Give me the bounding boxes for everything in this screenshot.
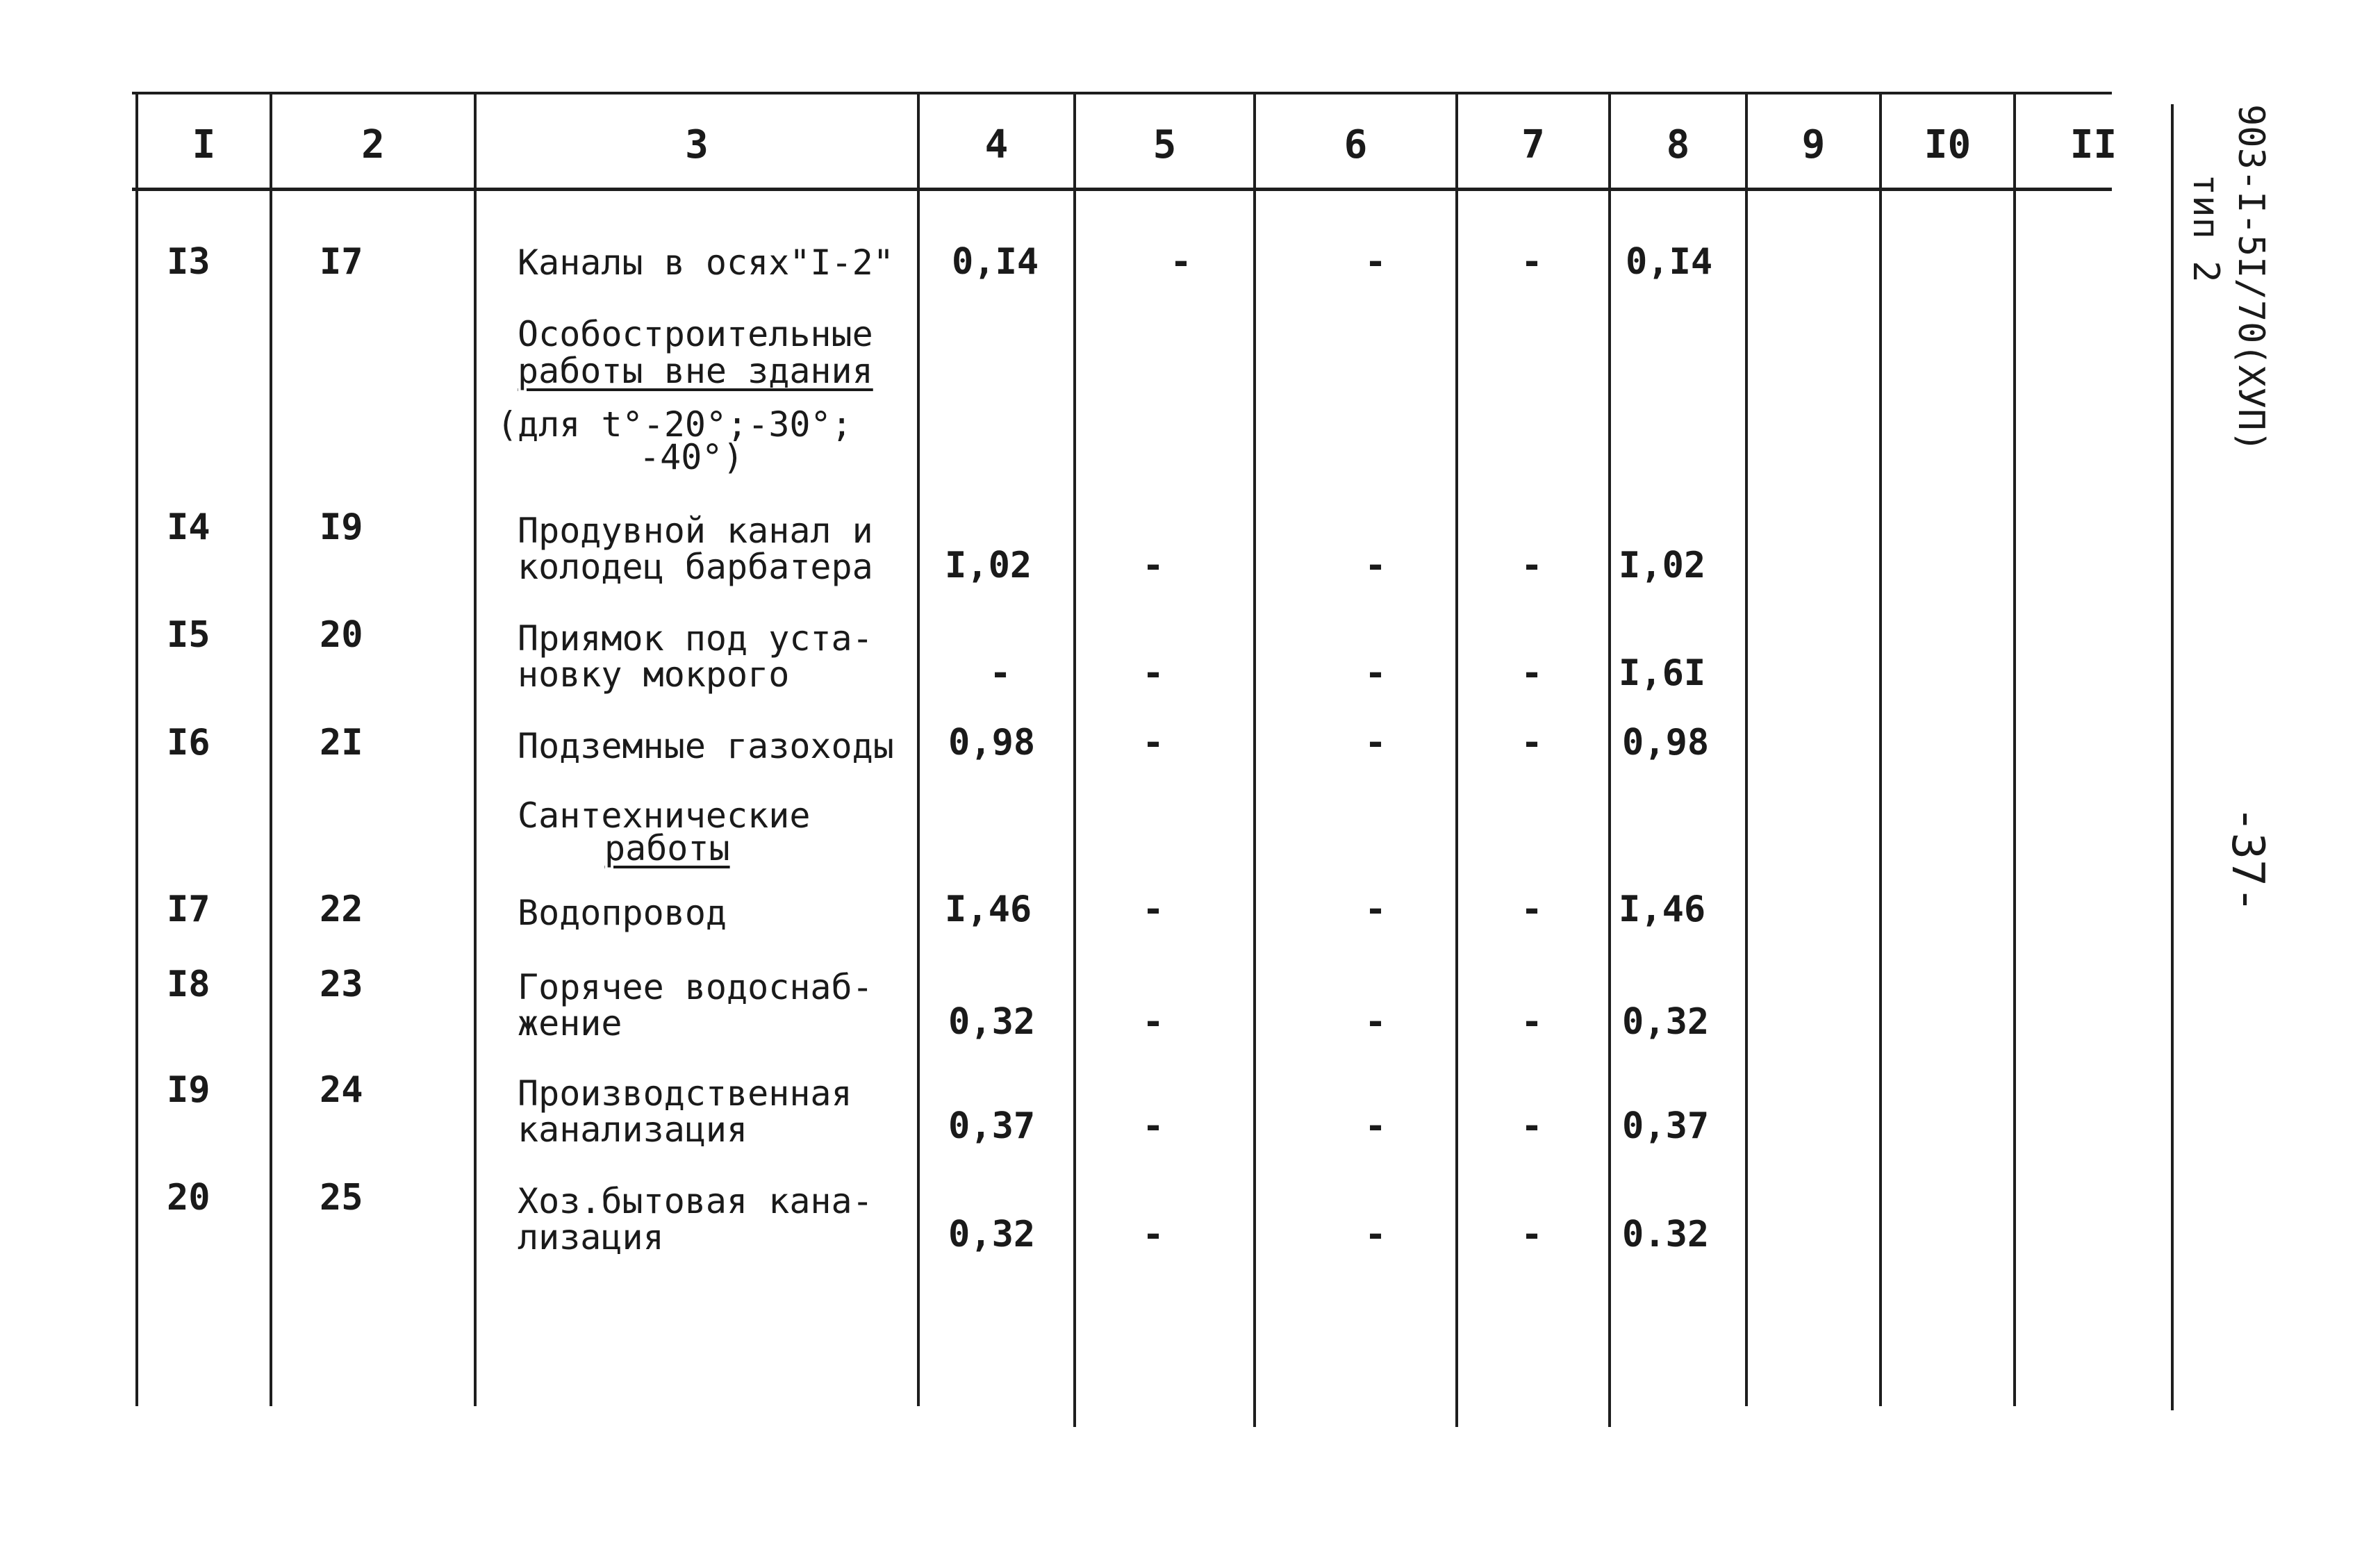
header-col-8: 8 bbox=[1666, 122, 1690, 167]
col-rule-3 bbox=[917, 93, 920, 1406]
col7-value: - bbox=[1521, 1214, 1543, 1255]
col6-value: - bbox=[1364, 889, 1387, 930]
col8-value: I,46 bbox=[1619, 889, 1706, 930]
col8-value: 0,98 bbox=[1622, 722, 1710, 764]
col5-value: - bbox=[1142, 1105, 1164, 1147]
item-description-line-1: Хоз.бытовая кана- bbox=[518, 1181, 873, 1221]
document-code: 903-I-5I/70(XУП) bbox=[2230, 104, 2272, 452]
item-description-line-2: лизация bbox=[518, 1217, 664, 1257]
table-top-rule bbox=[132, 92, 2112, 94]
section-note-line-1: (для t°-20°;-30°; bbox=[497, 404, 852, 445]
header-col-10: I0 bbox=[1924, 122, 1972, 167]
col8-value: 0,32 bbox=[1622, 1001, 1710, 1043]
col6-value: - bbox=[1364, 722, 1387, 764]
header-col-4: 4 bbox=[984, 122, 1009, 167]
col5-value: - bbox=[1142, 1214, 1164, 1255]
header-col-9: 9 bbox=[1801, 122, 1826, 167]
item-number: 23 bbox=[320, 964, 363, 1005]
section-line-2: работы вне здания bbox=[518, 351, 873, 391]
col8-value: 0.32 bbox=[1622, 1214, 1710, 1255]
col-rule-4 bbox=[1073, 93, 1076, 1427]
header-col-1: I bbox=[192, 122, 216, 167]
item-description-line-2: колодец барбатера bbox=[518, 547, 873, 587]
item-number: 20 bbox=[320, 614, 363, 656]
col8-value: 0,I4 bbox=[1626, 241, 1713, 283]
header-bottom-rule bbox=[132, 188, 2112, 191]
col4-value: 0,32 bbox=[948, 1001, 1036, 1043]
col4-value: - bbox=[989, 652, 1011, 694]
row-number: I3 bbox=[167, 241, 210, 283]
col6-value: - bbox=[1364, 545, 1387, 586]
page-number: -37- bbox=[2222, 806, 2273, 914]
col6-value: - bbox=[1364, 1105, 1387, 1147]
col-rule-0 bbox=[135, 93, 138, 1406]
section-line-1: Особостроительные bbox=[518, 314, 873, 354]
row-number: I5 bbox=[167, 614, 210, 656]
item-description-line-1: Продувной канал и bbox=[518, 511, 873, 551]
item-description-line-1: Горячее водоснаб- bbox=[518, 967, 873, 1007]
col7-value: - bbox=[1521, 652, 1543, 694]
header-col-2: 2 bbox=[361, 122, 385, 167]
header-col-7: 7 bbox=[1521, 122, 1545, 167]
row-number: I4 bbox=[167, 506, 210, 548]
col4-value: 0,32 bbox=[948, 1214, 1036, 1255]
col4-value: 0,98 bbox=[948, 722, 1036, 764]
row-number: I9 bbox=[167, 1069, 210, 1111]
col7-value: - bbox=[1521, 1105, 1543, 1147]
col5-value: - bbox=[1170, 241, 1192, 283]
col8-value: 0,37 bbox=[1622, 1105, 1710, 1147]
col5-value: - bbox=[1142, 652, 1164, 694]
section-line-1: Сантехнические bbox=[518, 795, 811, 836]
item-description-line-1: Приямок под уста- bbox=[518, 618, 873, 659]
col-rule-10 bbox=[2013, 93, 2016, 1406]
row-number: I8 bbox=[167, 964, 210, 1005]
col4-value: 0,37 bbox=[948, 1105, 1036, 1147]
col6-value: - bbox=[1364, 241, 1387, 283]
col-rule-9 bbox=[1879, 93, 1882, 1406]
col-rule-8 bbox=[1745, 93, 1748, 1406]
col5-value: - bbox=[1142, 545, 1164, 586]
item-description: Подземные газоходы bbox=[518, 726, 894, 766]
col6-value: - bbox=[1364, 1001, 1387, 1043]
row-number: 20 bbox=[167, 1177, 210, 1219]
col5-value: - bbox=[1142, 1001, 1164, 1043]
col6-value: - bbox=[1364, 1214, 1387, 1255]
item-description: Каналы в осях"I-2" bbox=[518, 242, 894, 283]
item-description-line-2: жение bbox=[518, 1003, 622, 1044]
col4-value: 0,I4 bbox=[952, 241, 1039, 283]
item-number: 2I bbox=[320, 722, 363, 764]
col-rule-11 bbox=[2171, 104, 2174, 1410]
col4-value: I,02 bbox=[945, 545, 1032, 586]
header-col-11: II bbox=[2069, 122, 2117, 167]
item-number: 24 bbox=[320, 1069, 363, 1111]
col-rule-7 bbox=[1608, 93, 1611, 1427]
col8-value: I,6I bbox=[1619, 652, 1706, 694]
section-note-line-2: -40°) bbox=[639, 437, 744, 477]
item-number: 22 bbox=[320, 889, 363, 930]
col-rule-5 bbox=[1253, 93, 1256, 1427]
row-number: I6 bbox=[167, 722, 210, 764]
col7-value: - bbox=[1521, 889, 1543, 930]
col-rule-1 bbox=[270, 93, 272, 1406]
col8-value: I,02 bbox=[1619, 545, 1706, 586]
col6-value: - bbox=[1364, 652, 1387, 694]
col7-value: - bbox=[1521, 241, 1543, 283]
item-description-line-1: Производственная bbox=[518, 1073, 852, 1114]
col7-value: - bbox=[1521, 722, 1543, 764]
item-description-line-2: канализация bbox=[518, 1110, 748, 1150]
col5-value: - bbox=[1142, 722, 1164, 764]
document-type: тип 2 bbox=[2185, 174, 2226, 283]
item-number: I7 bbox=[320, 241, 363, 283]
row-number: I7 bbox=[167, 889, 210, 930]
header-col-5: 5 bbox=[1152, 122, 1177, 167]
item-description: Водопровод bbox=[518, 893, 727, 933]
header-col-6: 6 bbox=[1344, 122, 1368, 167]
col7-value: - bbox=[1521, 545, 1543, 586]
col5-value: - bbox=[1142, 889, 1164, 930]
col-rule-2 bbox=[474, 93, 477, 1406]
item-number: I9 bbox=[320, 506, 363, 548]
col4-value: I,46 bbox=[945, 889, 1032, 930]
col7-value: - bbox=[1521, 1001, 1543, 1043]
col-rule-6 bbox=[1455, 93, 1458, 1427]
header-col-3: 3 bbox=[685, 122, 709, 167]
item-description-line-2: новку мокрого bbox=[518, 654, 790, 695]
section-line-2: работы bbox=[604, 828, 730, 868]
item-number: 25 bbox=[320, 1177, 363, 1219]
